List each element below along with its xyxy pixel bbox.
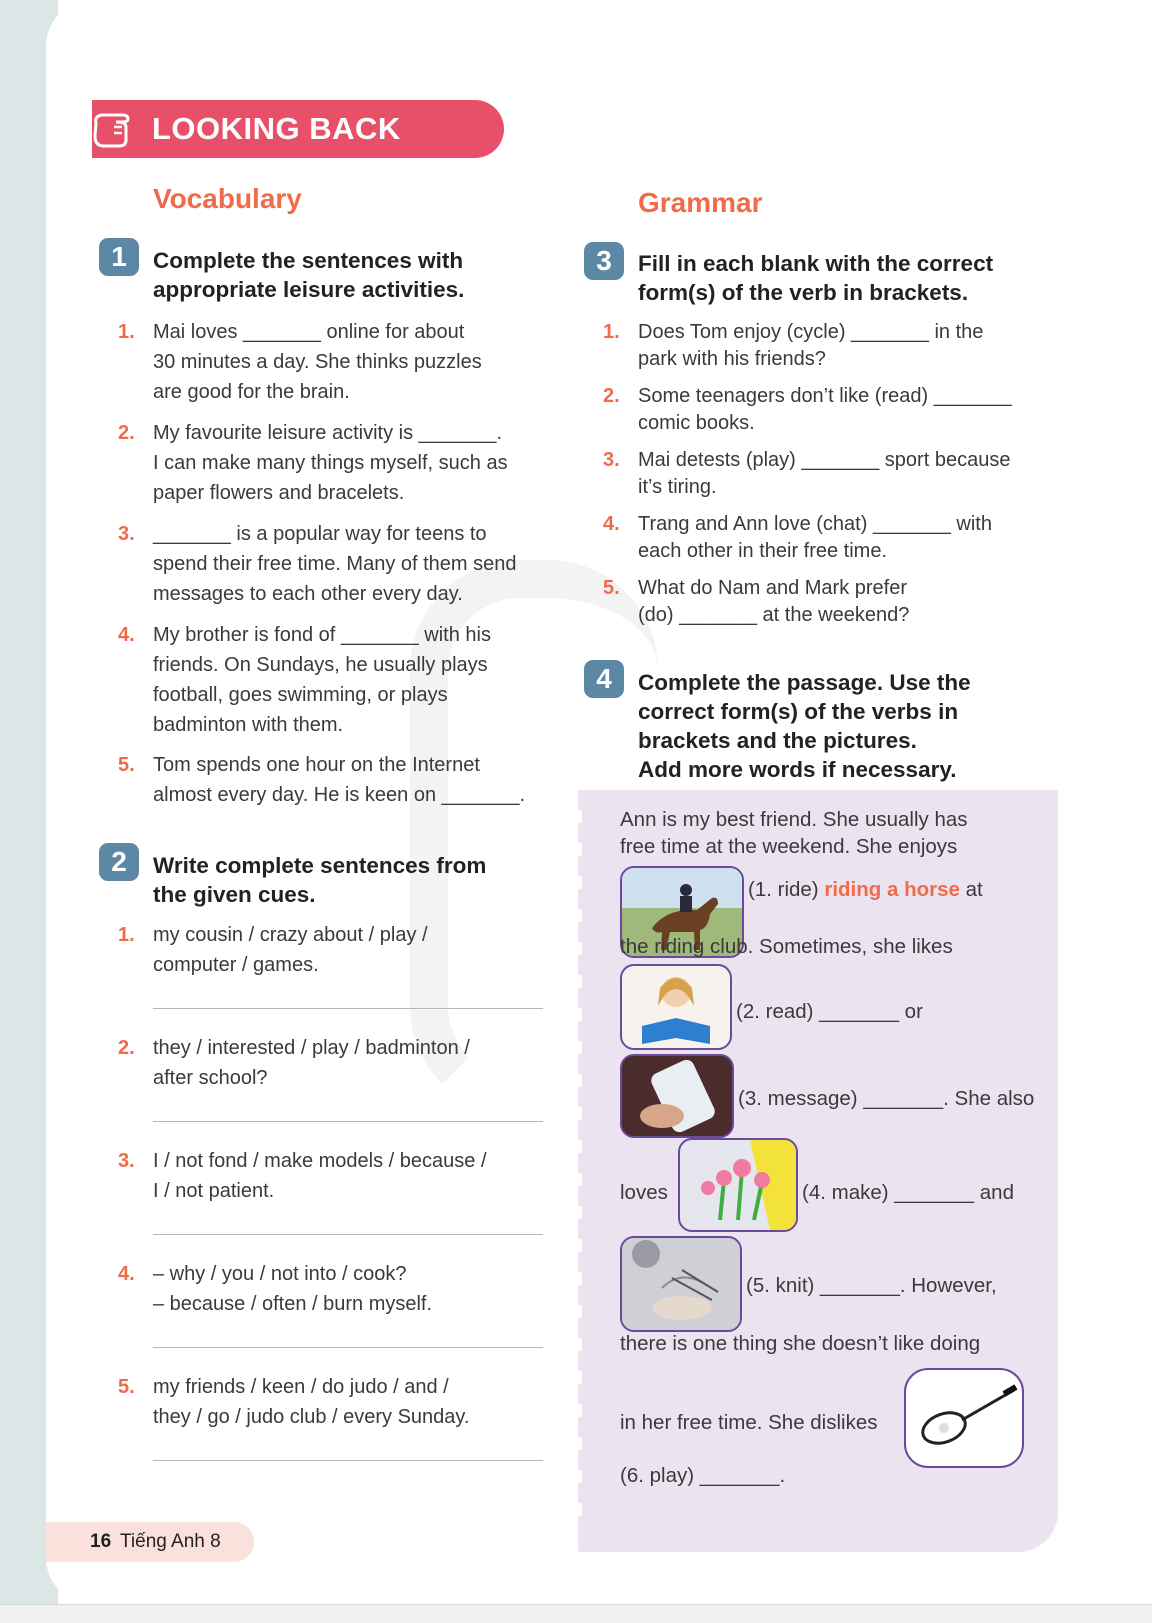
item-number: 2. bbox=[118, 1037, 135, 1059]
book-title: Tiếng Anh 8 bbox=[120, 1531, 221, 1552]
exercise-item bbox=[638, 511, 1038, 565]
phone-icon bbox=[622, 1056, 732, 1136]
pointing-hand-icon bbox=[92, 110, 138, 148]
exercise-item bbox=[153, 1146, 553, 1206]
answer-line[interactable] bbox=[153, 1121, 543, 1122]
item-line: – because / often / burn myself. bbox=[153, 1293, 433, 1315]
item-line: are good for the brain. bbox=[153, 381, 350, 403]
passage-cue-6: (6. play) _______. bbox=[620, 1464, 786, 1487]
item-line: after school? bbox=[153, 1067, 268, 1089]
exercise-1-instruction: Complete the sentences with appropriate leisure activities. bbox=[153, 248, 465, 302]
racket-icon bbox=[906, 1370, 1022, 1466]
item-number: 5. bbox=[118, 754, 135, 776]
item-number: 4. bbox=[118, 624, 135, 646]
item-line: park with his friends? bbox=[638, 348, 826, 370]
item-line: Some teenagers don’t like (read) _______ bbox=[638, 385, 1012, 407]
item-line: paper flowers and bracelets. bbox=[153, 482, 405, 504]
exercise-2-badge: 2 bbox=[99, 843, 139, 881]
exercise-item bbox=[153, 418, 553, 508]
item-line: Does Tom enjoy (cycle) _______ in the bbox=[638, 321, 984, 343]
answer-line[interactable] bbox=[153, 1234, 543, 1235]
knitting-picture bbox=[620, 1236, 742, 1332]
item-line: (do) _______ at the weekend? bbox=[638, 604, 910, 626]
item-number: 1. bbox=[118, 321, 135, 343]
answer-line[interactable] bbox=[153, 1347, 543, 1348]
page-number: 16 bbox=[90, 1531, 112, 1552]
exercise-item bbox=[638, 383, 1038, 437]
exercise-3-instruction: Fill in each blank with the correct form(s) of the verb in brackets. bbox=[638, 251, 994, 305]
item-line: spend their free time. Many of them send bbox=[153, 553, 517, 575]
flower-icon bbox=[680, 1140, 796, 1230]
exercise-item bbox=[153, 519, 553, 609]
answer-line[interactable] bbox=[153, 1008, 543, 1009]
item-line: almost every day. He is keen on _______. bbox=[153, 784, 526, 806]
item-line: football, goes swimming, or plays bbox=[153, 684, 448, 706]
page-bottom-edge bbox=[0, 1604, 1152, 1623]
passage-cue-1: (1. ride) riding a horse at bbox=[748, 878, 983, 901]
exercise-item bbox=[153, 1372, 553, 1432]
item-line: I / not fond / make models / because / bbox=[153, 1150, 487, 1172]
exercise-item bbox=[638, 575, 1038, 629]
answer-line[interactable] bbox=[153, 1460, 543, 1461]
item-line: I can make many things myself, such as bbox=[153, 452, 508, 474]
notebook-holes bbox=[569, 810, 583, 1536]
exercise-3-badge: 3 bbox=[584, 242, 624, 280]
item-line: – why / you / not into / cook? bbox=[153, 1263, 407, 1285]
item-number: 5. bbox=[118, 1376, 135, 1398]
exercise-2-instruction: Write complete sentences from the given cues. bbox=[153, 853, 487, 907]
page-footer bbox=[46, 1522, 254, 1562]
reading-icon bbox=[622, 966, 730, 1048]
passage-line: the riding club. Sometimes, she likes bbox=[620, 935, 953, 958]
item-line: each other in their free time. bbox=[638, 540, 888, 562]
item-line: My brother is fond of _______ with his bbox=[153, 624, 491, 646]
item-line: badminton with them. bbox=[153, 714, 344, 736]
exercise-item bbox=[153, 1259, 553, 1319]
item-number: 3. bbox=[118, 1150, 135, 1172]
exercise-item bbox=[638, 319, 1038, 373]
item-number: 5. bbox=[603, 577, 620, 599]
item-number: 2. bbox=[603, 385, 620, 407]
paper-flowers-picture bbox=[678, 1138, 798, 1232]
exercise-item bbox=[153, 620, 553, 740]
item-line: Trang and Ann love (chat) _______ with bbox=[638, 513, 992, 535]
item-line: Mai detests (play) _______ sport because bbox=[638, 449, 1011, 471]
exercise-item bbox=[638, 447, 1038, 501]
exercise-4-badge: 4 bbox=[584, 660, 624, 698]
exercise-item bbox=[153, 317, 553, 407]
item-line: I / not patient. bbox=[153, 1180, 275, 1202]
exercise-item bbox=[153, 1033, 553, 1093]
item-line: Mai loves _______ online for about bbox=[153, 321, 465, 343]
item-line: _______ is a popular way for teens to bbox=[153, 523, 487, 545]
item-line: messages to each other every day. bbox=[153, 583, 463, 605]
item-number: 4. bbox=[603, 513, 620, 535]
messaging-picture bbox=[620, 1054, 734, 1138]
item-number: 1. bbox=[603, 321, 620, 343]
item-line: my friends / keen / do judo / and / bbox=[153, 1376, 449, 1398]
item-line: 30 minutes a day. She thinks puzzles bbox=[153, 351, 482, 373]
item-line: it’s tiring. bbox=[638, 476, 717, 498]
passage-cue-3: (3. message) _______. She also bbox=[738, 1087, 1035, 1110]
exercise-item bbox=[153, 750, 553, 810]
item-number: 4. bbox=[118, 1263, 135, 1285]
item-number: 2. bbox=[118, 422, 135, 444]
item-line: Tom spends one hour on the Internet bbox=[153, 754, 480, 776]
passage-cue-2: (2. read) _______ or bbox=[736, 1000, 923, 1023]
item-line: What do Nam and Mark prefer bbox=[638, 577, 907, 599]
grammar-title: Grammar bbox=[638, 187, 763, 218]
item-number: 3. bbox=[603, 449, 620, 471]
passage-line: free time at the weekend. She enjoys bbox=[620, 835, 958, 858]
passage-line: in her free time. She dislikes bbox=[620, 1411, 878, 1434]
knitting-icon bbox=[622, 1238, 740, 1330]
item-line: computer / games. bbox=[153, 954, 319, 976]
item-line: friends. On Sundays, he usually plays bbox=[153, 654, 488, 676]
exercise-4-instruction: Complete the passage. Use the correct form(s) of the verbs in brackets and the pictures. Add more words if necessary. bbox=[638, 670, 971, 782]
item-line: they / go / judo club / every Sunday. bbox=[153, 1406, 470, 1428]
item-line: my cousin / crazy about / play / bbox=[153, 924, 428, 946]
item-line: My favourite leisure activity is _______. bbox=[153, 422, 503, 444]
page-title: LOOKING BACK bbox=[152, 111, 401, 146]
passage-loves: loves bbox=[620, 1181, 668, 1204]
passage-cue-4: (4. make) _______ and bbox=[802, 1181, 1014, 1204]
vocabulary-title: Vocabulary bbox=[153, 183, 302, 214]
badminton-racket-picture bbox=[904, 1368, 1024, 1468]
item-number: 3. bbox=[118, 523, 135, 545]
example-answer: riding a horse bbox=[824, 878, 960, 901]
passage-line: there is one thing she doesn’t like doing bbox=[620, 1332, 981, 1355]
item-number: 1. bbox=[118, 924, 135, 946]
girl-reading-picture bbox=[620, 964, 732, 1050]
section-banner bbox=[92, 100, 504, 158]
passage-panel bbox=[578, 790, 1058, 1552]
exercise-item bbox=[153, 920, 553, 980]
item-line: they / interested / play / badminton / bbox=[153, 1037, 470, 1059]
exercise-1-badge: 1 bbox=[99, 238, 139, 276]
item-line: comic books. bbox=[638, 412, 755, 434]
passage-cue-5: (5. knit) _______. However, bbox=[746, 1274, 997, 1297]
passage-line: Ann is my best friend. She usually has bbox=[620, 808, 968, 831]
